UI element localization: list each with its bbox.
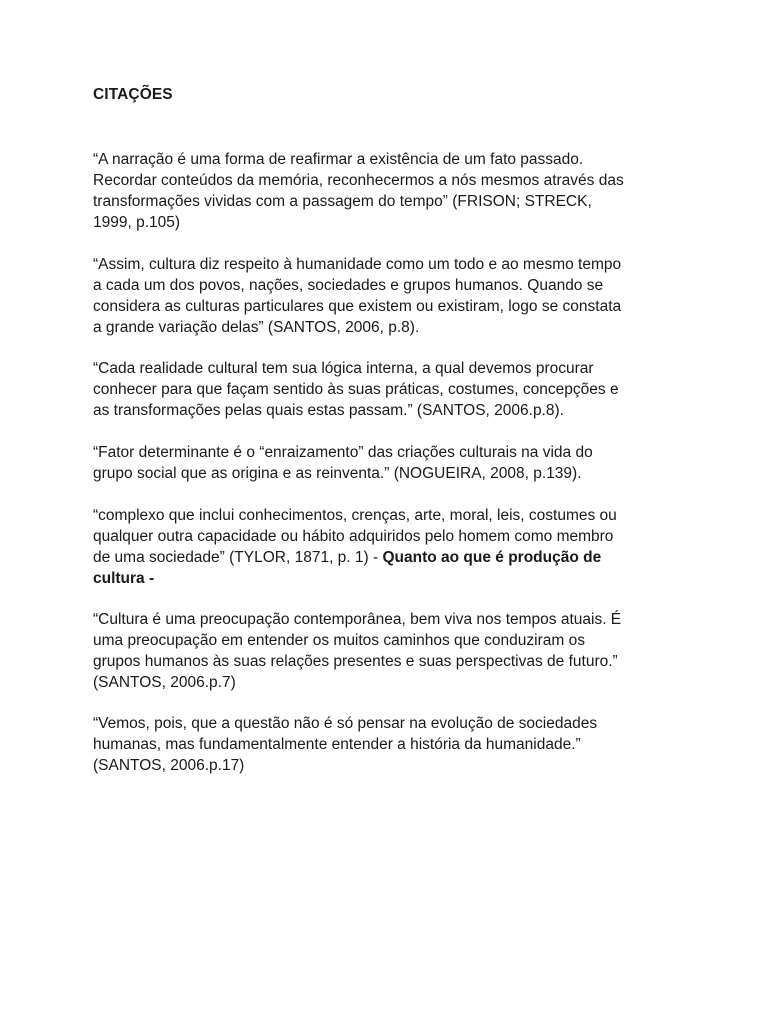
quote-paragraph <box>93 149 678 233</box>
page-title: CITAÇÕES <box>93 86 173 103</box>
quote-paragraph <box>93 358 678 421</box>
quote-text: “Assim, cultura diz respeito à humanidade como um todo e ao mesmo tempo a cada um dos povos, nações, sociedades e grupos humanos. Quando se considera as culturas particulares que existem ou existiram, logo se constata a grande variação delas” (SANTOS, 2006, p.8). <box>93 256 622 336</box>
quote-text: “Vemos, pois, que a questão não é só pensar na evolução de sociedades humanas, mas fundamentalmente entender a história da humanidade.” (SANTOS, 2006.p.17) <box>93 715 598 774</box>
quote-paragraph <box>93 442 678 484</box>
quote-paragraph <box>93 609 678 693</box>
quote-text: “Cada realidade cultural tem sua lógica interna, a qual devemos procurar conhecer para que façam sentido às suas práticas, costumes, concepções e as transformações pelas quais estas passam.” (SANTOS, 2006.p.8). <box>93 360 619 419</box>
quote-text: “A narração é uma forma de reafirmar a existência de um fato passado. Recordar conteúdos da memória, reconhecermos a nós mesmos através das transformações vividas com a passagem do tempo” (FRISON; STRECK, 1999, p.105) <box>93 151 624 231</box>
bold-annotation: Quanto ao que é produção de cultura - <box>93 549 602 587</box>
quote-text: “Fator determinante é o “enraizamento” das criações culturais na vida do grupo social que as origina e as reinventa.” (NOGUEIRA, 2008, p.139). <box>93 444 593 482</box>
quote-paragraph <box>93 505 678 589</box>
quote-paragraph <box>93 713 678 776</box>
quote-text: “complexo que inclui conhecimentos, crenças, arte, moral, leis, costumes ou qualquer outra capacidade ou hábito adquiridos pelo homem como membro de uma sociedade” (TYLOR, 1871, p. 1) - <box>93 507 617 566</box>
quote-paragraph <box>93 254 678 338</box>
quote-text: “Cultura é uma preocupação contemporânea, bem viva nos tempos atuais. É uma preocupação em entender os muitos caminhos que conduziram os grupos humanos às suas relações presentes e suas perspectivas de futuro.” (SANTOS, 2006.p.7) <box>93 611 622 691</box>
